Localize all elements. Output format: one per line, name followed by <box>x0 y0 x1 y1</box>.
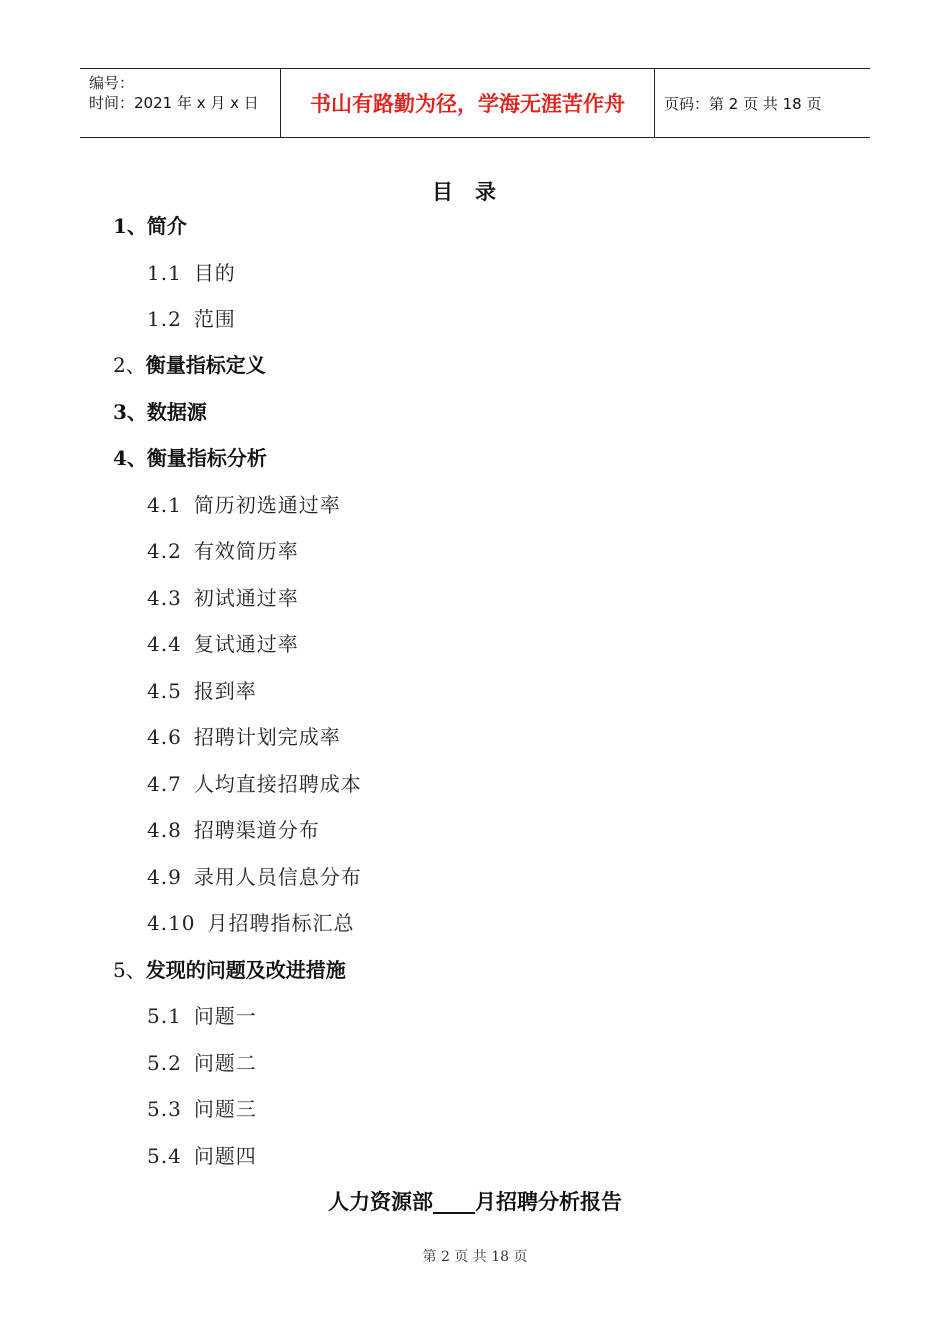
toc-entry: 4.10 月招聘指标汇总 <box>147 911 355 935</box>
toc-entry: 4.9 录用人员信息分布 <box>147 865 362 889</box>
toc-entry: 3、数据源 <box>113 400 207 424</box>
toc-entry: 4.4 复试通过率 <box>147 632 299 656</box>
toc-entry: 5.4 问题四 <box>147 1144 257 1168</box>
toc-entry: 5.3 问题三 <box>147 1097 257 1121</box>
toc-entry: 2、衡量指标定义 <box>113 353 266 377</box>
document-date: 时间：2021 年 x 月 x 日 <box>89 94 259 112</box>
toc-entry: 1.1 目的 <box>147 261 236 285</box>
toc-entry: 4、衡量指标分析 <box>113 446 267 470</box>
toc-entry: 4.2 有效简历率 <box>147 539 299 563</box>
page-footer: 第 2 页 共 18 页 <box>422 1249 528 1265</box>
toc-entry: 5.1 问题一 <box>147 1004 257 1028</box>
toc-entry: 4.1 简历初选通过率 <box>147 493 341 517</box>
toc-entry: 5、发现的问题及改进措施 <box>113 958 346 982</box>
toc-entry: 4.6 招聘计划完成率 <box>147 725 341 749</box>
page-header <box>80 68 870 138</box>
toc-entry: 1、简介 <box>113 214 187 238</box>
toc-entry: 1.2 范围 <box>147 307 236 331</box>
toc-title: 目录 <box>432 180 518 204</box>
document-number-label: 编号： <box>89 74 135 92</box>
toc-entry: 5.2 问题二 <box>147 1051 257 1075</box>
header-meta <box>80 69 281 137</box>
header-page-info: 页码：第 2 页 共 18 页 <box>664 94 822 113</box>
toc-entry: 4.5 报到率 <box>147 679 257 703</box>
toc-entry: 4.8 招聘渠道分布 <box>147 818 320 842</box>
toc-entry: 4.7 人均直接招聘成本 <box>147 772 362 796</box>
toc-entry: 4.3 初试通过率 <box>147 586 299 610</box>
header-motto: 书山有路勤为径，学海无涯苦作舟 <box>281 69 655 137</box>
report-title: 人力资源部____月招聘分析报告 <box>328 1190 622 1214</box>
